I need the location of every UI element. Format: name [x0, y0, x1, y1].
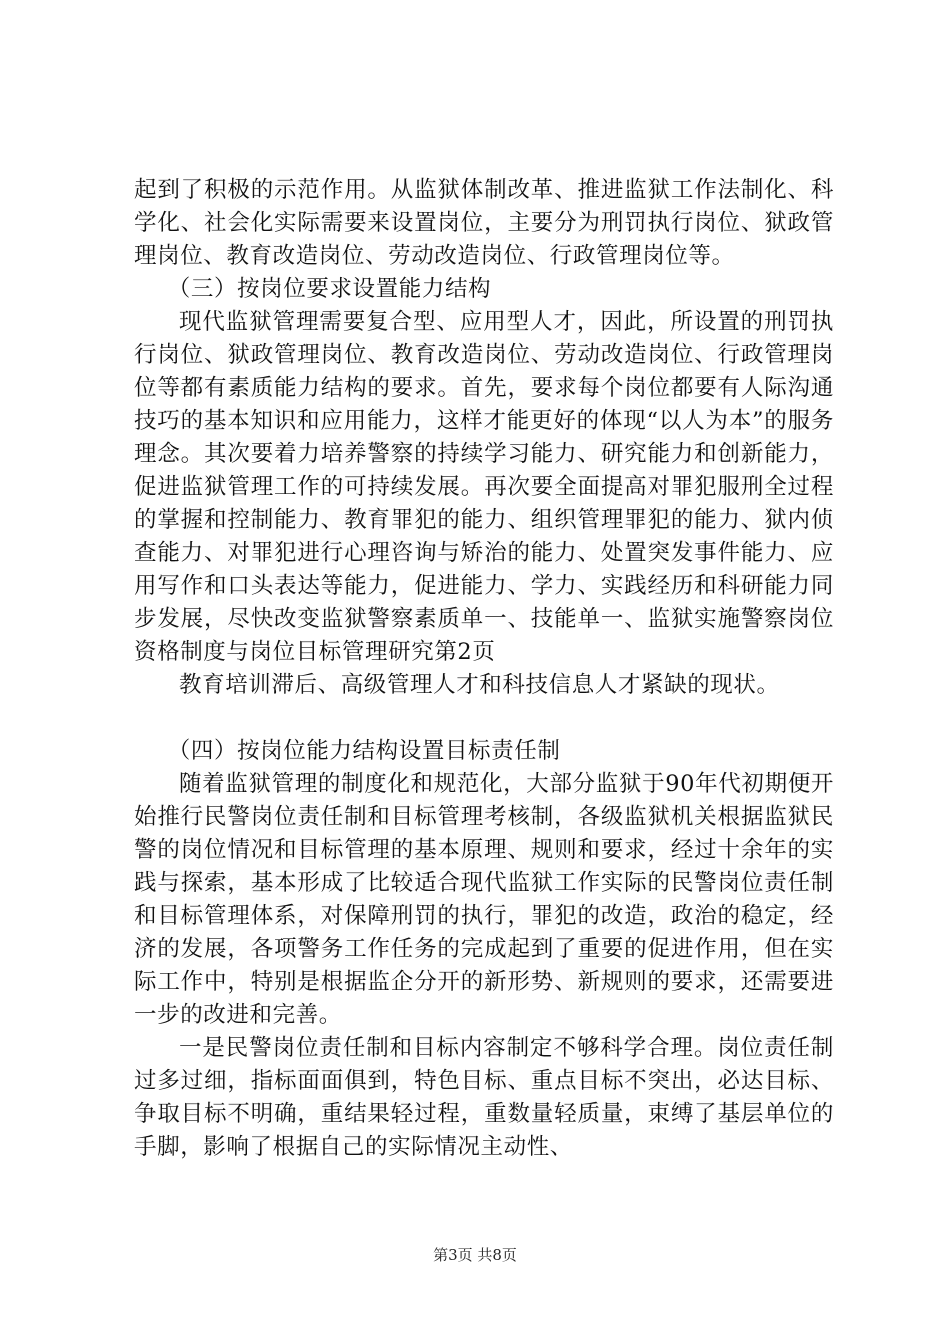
paragraph-training-status: 教育培训滞后、高级管理人才和科技信息人才紧缺的现状。 — [179, 672, 780, 698]
paragraph-issue-one: 一是民警岗位责任制和目标内容制定不够科学合理。岗位责任制过多过细，指标面面俱到，特色目标、重点目标不突出，必达目标、争取目标不明确，重结果轻过程，重数量轻质量，束缚了基层单位的手脚，影响了根据自己的实际情况主动性、 — [134, 1035, 834, 1160]
section-heading-4: （四）按岗位能力结构设置目标责任制 — [167, 738, 561, 764]
paragraph-target-responsibility: 随着监狱管理的制度化和规范化，大部分监狱于90年代初期便开始推行民警岗位责任制和目标管理考核制，各级监狱机关根据监狱民警的岗位情况和目标管理的基本原理、规则和要求，经过十余年的实践与探索，基本形成了比较适合现代监狱工作实际的民警岗位责任制和目标管理体系，对保障刑罚的执行，罪犯的改造，政治的稳定，经济的发展，各项警务工作任务的完成起到了重要的促进作用，但在实际工作中，特别是根据监企分开的新形势、新规则的要求，还需要进一步的改进和完善。 — [134, 771, 834, 1028]
document-body — [134, 174, 834, 1164]
paragraph-gap — [134, 702, 834, 735]
section-heading-3: （三）按岗位要求设置能力结构 — [167, 276, 492, 302]
paragraph-continuation: 起到了积极的示范作用。从监狱体制改革、推进监狱工作法制化、科学化、社会化实际需要来设置岗位，主要分为刑罚执行岗位、狱政管理岗位、教育改造岗位、劳动改造岗位、行政管理岗位等。 — [134, 177, 834, 269]
page-footer: 第3页 共8页 — [433, 1246, 517, 1264]
paragraph-ability-structure: 现代监狱管理需要复合型、应用型人才，因此，所设置的刑罚执行岗位、狱政管理岗位、教育改造岗位、劳动改造岗位、行政管理岗位等都有素质能力结构的要求。首先，要求每个岗位都要有人际沟通技巧的基本知识和应用能力，这样才能更好的体现“以人为本”的服务理念。其次要着力培养警察的持续学习能力、研究能力和创新能力，促进监狱管理工作的可持续发展。再次要全面提高对罪犯服刑全过程的掌握和控制能力、教育罪犯的能力、组织管理罪犯的能力、狱内侦查能力、对罪犯进行心理咨询与矫治的能力、处置突发事件能力、应用写作和口头表达等能力，促进能力、学力、实践经历和科研能力同步发展，尽快改变监狱警察素质单一、技能单一、监狱实施警察岗位资格制度与岗位目标管理研究第2页 — [134, 309, 834, 665]
